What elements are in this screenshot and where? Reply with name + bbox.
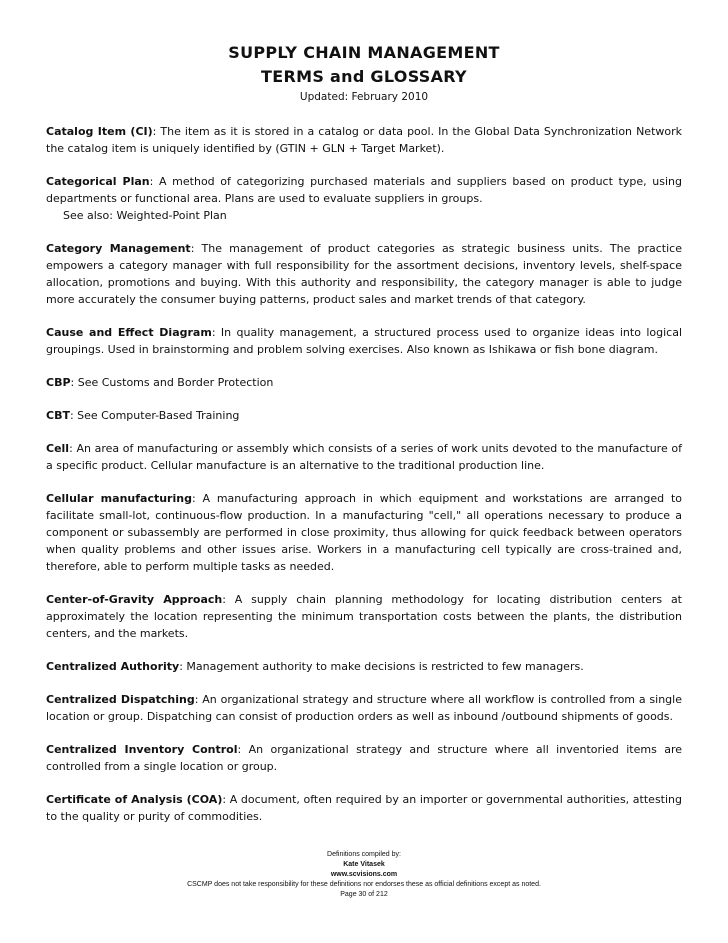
entry-definition: : An organizational strategy and structure where all workflow is controlled from a single location or group. Dispatching can consist of production orders as well as inbound /outbound shipments of goods. — [46, 693, 682, 723]
entry-definition: : An organizational strategy and structure where all inventoried items are controlled from a single location or group. — [46, 743, 682, 773]
entry-term: Cellular manufacturing — [46, 492, 192, 505]
glossary-entry — [46, 658, 682, 675]
footer-compiled-by: Definitions compiled by: — [327, 851, 401, 858]
glossary-entry — [46, 374, 682, 391]
glossary-entries — [46, 123, 682, 841]
entry-term: CBP — [46, 376, 71, 389]
footer-website: www.scvisions.com — [330, 871, 398, 878]
glossary-entry — [46, 123, 682, 157]
entry-definition: : A method of categorizing purchased materials and suppliers based on product type, using departments or functional area. Plans are used to evaluate suppliers in groups. — [46, 175, 682, 205]
title-line-2: TERMS and GLOSSARY — [261, 67, 467, 86]
title-line-1: SUPPLY CHAIN MANAGEMENT — [228, 43, 500, 62]
entry-definition: : In quality management, a structured process used to organize ideas into logical groupings. Used in brainstorming and problem solving exercises. Also known as Ishikawa or fish bone diagram. — [46, 326, 682, 356]
entry-see-also: See also: Weighted-Point Plan — [63, 209, 227, 222]
entry-term: Center-of-Gravity Approach — [46, 593, 223, 606]
entry-term: Certificate of Analysis (COA) — [46, 793, 223, 806]
entry-definition: : The item as it is stored in a catalog or data pool. In the Global Data Synchronization Network the catalog item is uniquely identified by (GTIN + GLN + Target Market). — [46, 125, 683, 155]
glossary-entry — [46, 440, 682, 474]
entry-definition: : An area of manufacturing or assembly which consists of a series of work units devoted to the manufacture of a specific product. Cellular manufacture is an alternative to the traditional production line. — [46, 442, 682, 472]
entry-term: Centralized Authority — [46, 660, 180, 673]
entry-term: Categorical Plan — [46, 175, 150, 188]
glossary-entry — [46, 240, 682, 308]
footer-page-number: Page 30 of 212 — [340, 891, 388, 898]
glossary-entry — [46, 407, 682, 424]
entry-term: Cell — [46, 442, 70, 455]
glossary-entry — [46, 741, 682, 775]
updated-date: Updated: February 2010 — [299, 91, 429, 103]
footer-author: Kate Vitasek — [343, 861, 385, 868]
entry-definition: : A supply chain planning methodology for locating distribution centers at approximately the location representing the minimum transportation costs between the plants, the distribution centers, and the markets. — [46, 593, 682, 640]
entry-definition: : A manufacturing approach in which equipment and workstations are arranged to facilitate small-lot, continuous-flow production. In a manufacturing "cell," all operations necessary to produce a component or subassembly are performed in close proximity, thus allowing for quick feedback between operators when quality problems and other issues arise. Workers in a manufacturing cell typically are cross-trained and, therefore, able to perform multiple tasks as needed. — [46, 492, 682, 573]
entry-definition: : Management authority to make decisions is restricted to few managers. — [179, 660, 584, 673]
entry-term: Catalog Item (CI) — [46, 125, 153, 138]
page-title — [0, 41, 728, 89]
glossary-entry — [46, 490, 682, 575]
entry-definition: : A document, often required by an importer or governmental authorities, attesting to the quality or purity of commodities. — [46, 793, 682, 823]
glossary-entry — [46, 591, 682, 642]
entry-term: CBT — [46, 409, 70, 422]
entry-definition: : The management of product categories as strategic business units. The practice empowers a category manager with full responsibility for the assortment decisions, inventory levels, shelf-space allocation, promotions and buying. With this authority and responsibility, the category manager is able to judge more accurately the consumer buying patterns, product sales and market trends of that category. — [46, 242, 682, 306]
entry-term: Category Management — [46, 242, 191, 255]
footer-disclaimer: CSCMP does not take responsibility for these definitions nor endorses these as official definitions except as noted. — [187, 881, 541, 888]
entry-definition: : See Computer-Based Training — [69, 409, 240, 422]
glossary-entry — [46, 324, 682, 358]
glossary-entry — [46, 173, 682, 224]
entry-term: Centralized Inventory Control — [46, 743, 238, 756]
entry-definition: : See Customs and Border Protection — [70, 376, 274, 389]
glossary-entry — [46, 691, 682, 725]
entry-term: Centralized Dispatching — [46, 693, 195, 706]
page-footer — [0, 850, 728, 900]
glossary-entry — [46, 791, 682, 825]
entry-term: Cause and Effect Diagram — [46, 326, 212, 339]
